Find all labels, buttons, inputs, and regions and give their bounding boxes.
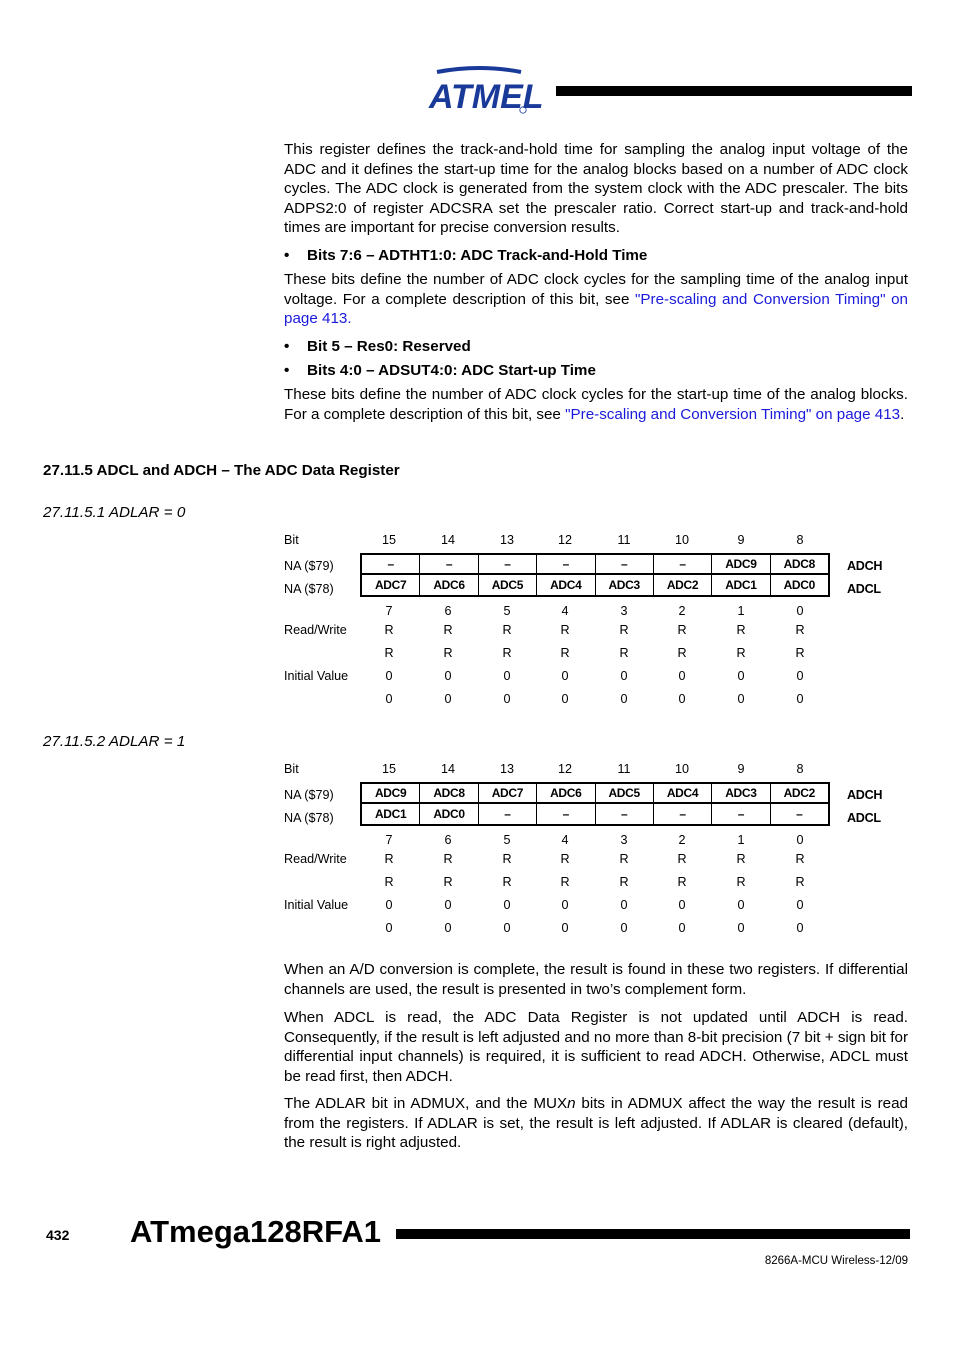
reg1-bit-number-low: 7: [385, 833, 393, 847]
header-rule: [556, 86, 912, 96]
reg1-rw-value-high: R: [560, 852, 570, 866]
reg1-rw-value-low: R: [677, 875, 687, 889]
reg0-rw-value-low: R: [502, 646, 512, 660]
reg1-rw-value-low: R: [795, 875, 805, 889]
page-number: 432: [46, 1227, 70, 1243]
reg0-rw-value-low: R: [619, 646, 629, 660]
reg1-rw-value-high: R: [384, 852, 394, 866]
adsut-description: These bits define the number of ADC clock cycles for the start-up time of the analog blocks. For a complete description of this bit, see "Pre-scaling and Conversion Timing" on page 413.: [284, 386, 908, 423]
reg0-rw-value-high: R: [736, 623, 746, 637]
reg0-rw-value-low: R: [677, 646, 687, 660]
reg1-bit-cell: ADC2: [783, 786, 816, 800]
reg1-bit-cell: ADC9: [362, 784, 420, 802]
reg1-rw-value-high: R: [795, 852, 805, 866]
section-heading: 27.11.5 ADCL and ADCH – The ADC Data Register: [43, 462, 400, 479]
reg1-addr-low: NA ($78): [284, 811, 334, 825]
closing-paragraph-2: When ADCL is read, the ADC Data Register is not updated until ADCH is read. Consequently, if the result is left adjusted and no more than 8-bit precision (7 bit + sign bit for differential input channels) is required, it is sufficient to read ADCH. Otherwise, ADCL must be read first, then ADCH.: [284, 1009, 908, 1085]
reg0-bit-number-low: 1: [737, 604, 745, 618]
document-code: 8266A-MCU Wireless-12/09: [764, 1255, 908, 1267]
reg1-bit-number-high: 13: [499, 762, 514, 776]
reg1-bit-cell: ADC6: [537, 784, 595, 802]
adtht-description: These bits define the number of ADC clock cycles for the sampling time of the analog input voltage. For a complete description of this bit, see "Pre-scaling and Conversion Timing" on page 413.: [284, 271, 909, 327]
reg0-addr-low: NA ($78): [284, 582, 334, 596]
reg1-reg-name-low: ADCL: [847, 811, 881, 825]
reg0-rw-value-low: R: [384, 646, 394, 660]
reg1-rw-value-high: R: [502, 852, 512, 866]
reg0-bit-number-low: 7: [385, 604, 393, 618]
reg0-bit-number-high: 15: [381, 533, 396, 547]
reg0-bit-cell: ADC9: [712, 555, 770, 573]
reg1-bit-cell: –: [596, 804, 654, 824]
reg0-bit-cell: ADC5: [479, 575, 537, 595]
bullet-adtht: • Bits 7:6 – ADTHT1:0: ADC Track-and-Hold Time: [284, 247, 648, 264]
reg1-init-value-low: 0: [444, 921, 452, 935]
reg0-rw-label: Read/Write: [284, 623, 347, 637]
reg1-reg-name-high: ADCH: [847, 788, 883, 802]
reg1-bit-cell: ADC1: [362, 804, 420, 824]
document-title: ATmega128RFA1: [130, 1214, 381, 1249]
reg0-reg-name-high: ADCH: [847, 559, 883, 573]
reg0-init-value-high: 0: [503, 669, 511, 683]
reg0-bit-number-high: 10: [674, 533, 689, 547]
reg1-bit-number-high: 15: [381, 762, 396, 776]
reg0-bit-number-high: 11: [617, 533, 631, 547]
reg1-bit-number-high: 11: [617, 762, 631, 776]
reg1-init-value-low: 0: [561, 921, 569, 935]
reg1-init-value-high: 0: [444, 898, 452, 912]
reg1-init-value-low: 0: [503, 921, 511, 935]
reg0-bit-number-high: 8: [796, 533, 804, 547]
closing-paragraph-1: When an A/D conversion is complete, the result is found in these two registers. If differential channels are used, the result is presented in two’s complement form.: [284, 961, 908, 998]
reg1-bit-number-high: 9: [737, 762, 745, 776]
reg0-bit-label: Bit: [284, 533, 299, 547]
reg1-bit-number-low: 3: [620, 833, 628, 847]
reg0-bit-cell: ADC2: [654, 575, 712, 595]
reg1-bit-label: Bit: [284, 762, 299, 776]
reg1-init-value-high: 0: [561, 898, 569, 912]
reg1-bit-cell: ADC4: [654, 784, 712, 802]
reg1-rw-value-low: R: [502, 875, 512, 889]
reg1-register-row-high: [360, 782, 830, 804]
reg0-init-value-high: 0: [444, 669, 452, 683]
reg1-rw-value-low: R: [443, 875, 453, 889]
reg1-init-value-low: 0: [678, 921, 686, 935]
reg0-rw-value-high: R: [560, 623, 570, 637]
reg1-init-value-high: 0: [503, 898, 511, 912]
reg0-init-value-low: 0: [561, 692, 569, 706]
reg1-bit-cell: –: [479, 804, 537, 824]
reg1-init-value-low: 0: [385, 921, 393, 935]
reg1-init-value-high: 0: [737, 898, 745, 912]
reg1-init-value-high: 0: [678, 898, 686, 912]
reg1-addr-high: NA ($79): [284, 788, 334, 802]
reg1-bit-cell: –: [796, 807, 803, 821]
reg0-rw-value-high: R: [443, 623, 453, 637]
reg1-init-value-low: 0: [796, 921, 804, 935]
reg0-rw-value-high: R: [384, 623, 394, 637]
reg1-bit-cell: ADC3: [712, 784, 770, 802]
reg0-register-row-high: [360, 553, 830, 575]
reg0-bit-number-low: 2: [678, 604, 686, 618]
reg1-bit-cell: ADC5: [596, 784, 654, 802]
reg1-bit-number-high: 8: [796, 762, 804, 776]
reg1-bit-cell: ADC0: [420, 804, 478, 824]
closing-paragraph-3: The ADLAR bit in ADMUX, and the MUXn bits in ADMUX affect the way the result is read from the registers. If ADLAR is set, the result is left adjusted. If ADLAR is cleared (default), the result is right adjusted.: [284, 1095, 908, 1151]
reg1-bit-number-low: 2: [678, 833, 686, 847]
reg0-rw-value-low: R: [560, 646, 570, 660]
reg1-rw-label: Read/Write: [284, 852, 347, 866]
reg1-rw-value-low: R: [619, 875, 629, 889]
reg0-init-value-low: 0: [620, 692, 628, 706]
reg0-heading: 27.11.5.1 ADLAR = 0: [43, 504, 186, 521]
reg0-rw-value-low: R: [736, 646, 746, 660]
adtht-timing-link[interactable]: "Pre-scaling and Conversion Timing" on page 413.: [284, 290, 909, 327]
reg0-rw-value-low: R: [795, 646, 805, 660]
reg0-bit-number-high: 13: [499, 533, 514, 547]
reg1-rw-value-high: R: [677, 852, 687, 866]
reg0-bit-cell: –: [362, 555, 420, 573]
reg0-init-value-low: 0: [737, 692, 745, 706]
reg1-init-value-low: 0: [737, 921, 745, 935]
reg0-init-value-high: 0: [620, 669, 628, 683]
reg1-bit-number-low: 6: [444, 833, 452, 847]
reg1-bit-number-low: 0: [796, 833, 804, 847]
reg0-init-value-low: 0: [796, 692, 804, 706]
reg1-init-value-high: 0: [620, 898, 628, 912]
reg0-bit-cell: –: [596, 555, 654, 573]
reg1-register-row-low: [360, 804, 830, 826]
reg0-bit-cell: ADC1: [712, 575, 770, 595]
reg0-rw-value-high: R: [502, 623, 512, 637]
reg1-bit-number-high: 10: [674, 762, 689, 776]
svg-text:ATMEL: ATMEL: [429, 78, 544, 116]
atmel-logo: [427, 66, 544, 116]
reg0-bit-cell: ADC7: [362, 575, 420, 595]
reg0-bit-cell: ADC4: [537, 575, 595, 595]
reg0-bit-cell: ADC0: [783, 578, 816, 592]
reg0-bit-number-high: 9: [737, 533, 745, 547]
reg0-bit-cell: –: [479, 555, 537, 573]
reg1-bit-number-low: 5: [503, 833, 511, 847]
reg1-bit-number-high: 14: [440, 762, 455, 776]
reg0-bit-number-low: 4: [561, 604, 569, 618]
reg0-init-value-high: 0: [385, 669, 393, 683]
bullet-res0: • Bit 5 – Res0: Reserved: [284, 338, 471, 355]
reg0-bit-cell: ADC3: [596, 575, 654, 595]
reg1-bit-cell: –: [537, 804, 595, 824]
reg0-init-value-low: 0: [385, 692, 393, 706]
reg0-rw-value-low: R: [443, 646, 453, 660]
reg0-init-value-high: 0: [561, 669, 569, 683]
reg1-bit-number-low: 4: [561, 833, 569, 847]
reg1-bit-cell: ADC7: [479, 784, 537, 802]
reg1-init-value-high: 0: [796, 898, 804, 912]
reg0-bit-cell: ADC8: [783, 557, 816, 571]
bullet-adsut: • Bits 4:0 – ADSUT4:0: ADC Start-up Time: [284, 362, 596, 379]
reg1-rw-value-high: R: [736, 852, 746, 866]
reg1-rw-value-low: R: [384, 875, 394, 889]
reg1-rw-value-high: R: [619, 852, 629, 866]
reg0-init-value-low: 0: [503, 692, 511, 706]
reg0-init-value-high: 0: [737, 669, 745, 683]
reg0-bit-cell: –: [537, 555, 595, 573]
adsut-timing-link[interactable]: "Pre-scaling and Conversion Timing" on page 413: [565, 405, 901, 423]
reg0-bit-number-low: 3: [620, 604, 628, 618]
reg0-bit-cell: –: [654, 555, 712, 573]
reg1-init-label: Initial Value: [284, 898, 349, 912]
reg1-bit-cell: –: [654, 804, 712, 824]
reg1-bit-number-high: 12: [557, 762, 572, 776]
reg1-init-value-high: 0: [385, 898, 393, 912]
reg0-bit-number-high: 14: [440, 533, 455, 547]
reg0-init-value-low: 0: [678, 692, 686, 706]
reg0-bit-number-low: 0: [796, 604, 804, 618]
reg0-rw-value-high: R: [795, 623, 805, 637]
footer-rule: [396, 1229, 910, 1239]
reg1-bit-number-low: 1: [737, 833, 745, 847]
reg0-rw-value-high: R: [677, 623, 687, 637]
reg0-rw-value-high: R: [619, 623, 629, 637]
reg0-bit-cell: –: [420, 555, 478, 573]
reg0-init-value-high: 0: [796, 669, 804, 683]
reg0-init-value-high: 0: [678, 669, 686, 683]
reg1-rw-value-low: R: [736, 875, 746, 889]
reg0-bit-number-high: 12: [557, 533, 572, 547]
reg0-register-row-low: [360, 575, 830, 597]
reg0-bit-cell: ADC6: [420, 575, 478, 595]
reg1-rw-value-low: R: [560, 875, 570, 889]
reg0-init-label: Initial Value: [284, 669, 349, 683]
reg0-init-value-low: 0: [444, 692, 452, 706]
reg0-addr-high: NA ($79): [284, 559, 334, 573]
reg0-bit-number-low: 6: [444, 604, 452, 618]
reg1-init-value-low: 0: [620, 921, 628, 935]
reg1-heading: 27.11.5.2 ADLAR = 1: [43, 733, 186, 750]
reg1-bit-cell: ADC8: [420, 784, 478, 802]
reg1-rw-value-high: R: [443, 852, 453, 866]
intro-paragraph: This register defines the track-and-hold time for sampling the analog input voltage of the ADC and it defines the start-up time for the analog blocks based on a number of ADC clock cycles. The ADC clock is generated from the system clock with the ADC prescaler. The bits ADPS2:0 of register ADCSRA set the prescaler ratio. Correct start-up and track-and-hold times are important for precise conversion results.: [284, 141, 908, 236]
reg1-bit-cell: –: [712, 804, 770, 824]
reg0-bit-number-low: 5: [503, 604, 511, 618]
reg0-reg-name-low: ADCL: [847, 582, 881, 596]
